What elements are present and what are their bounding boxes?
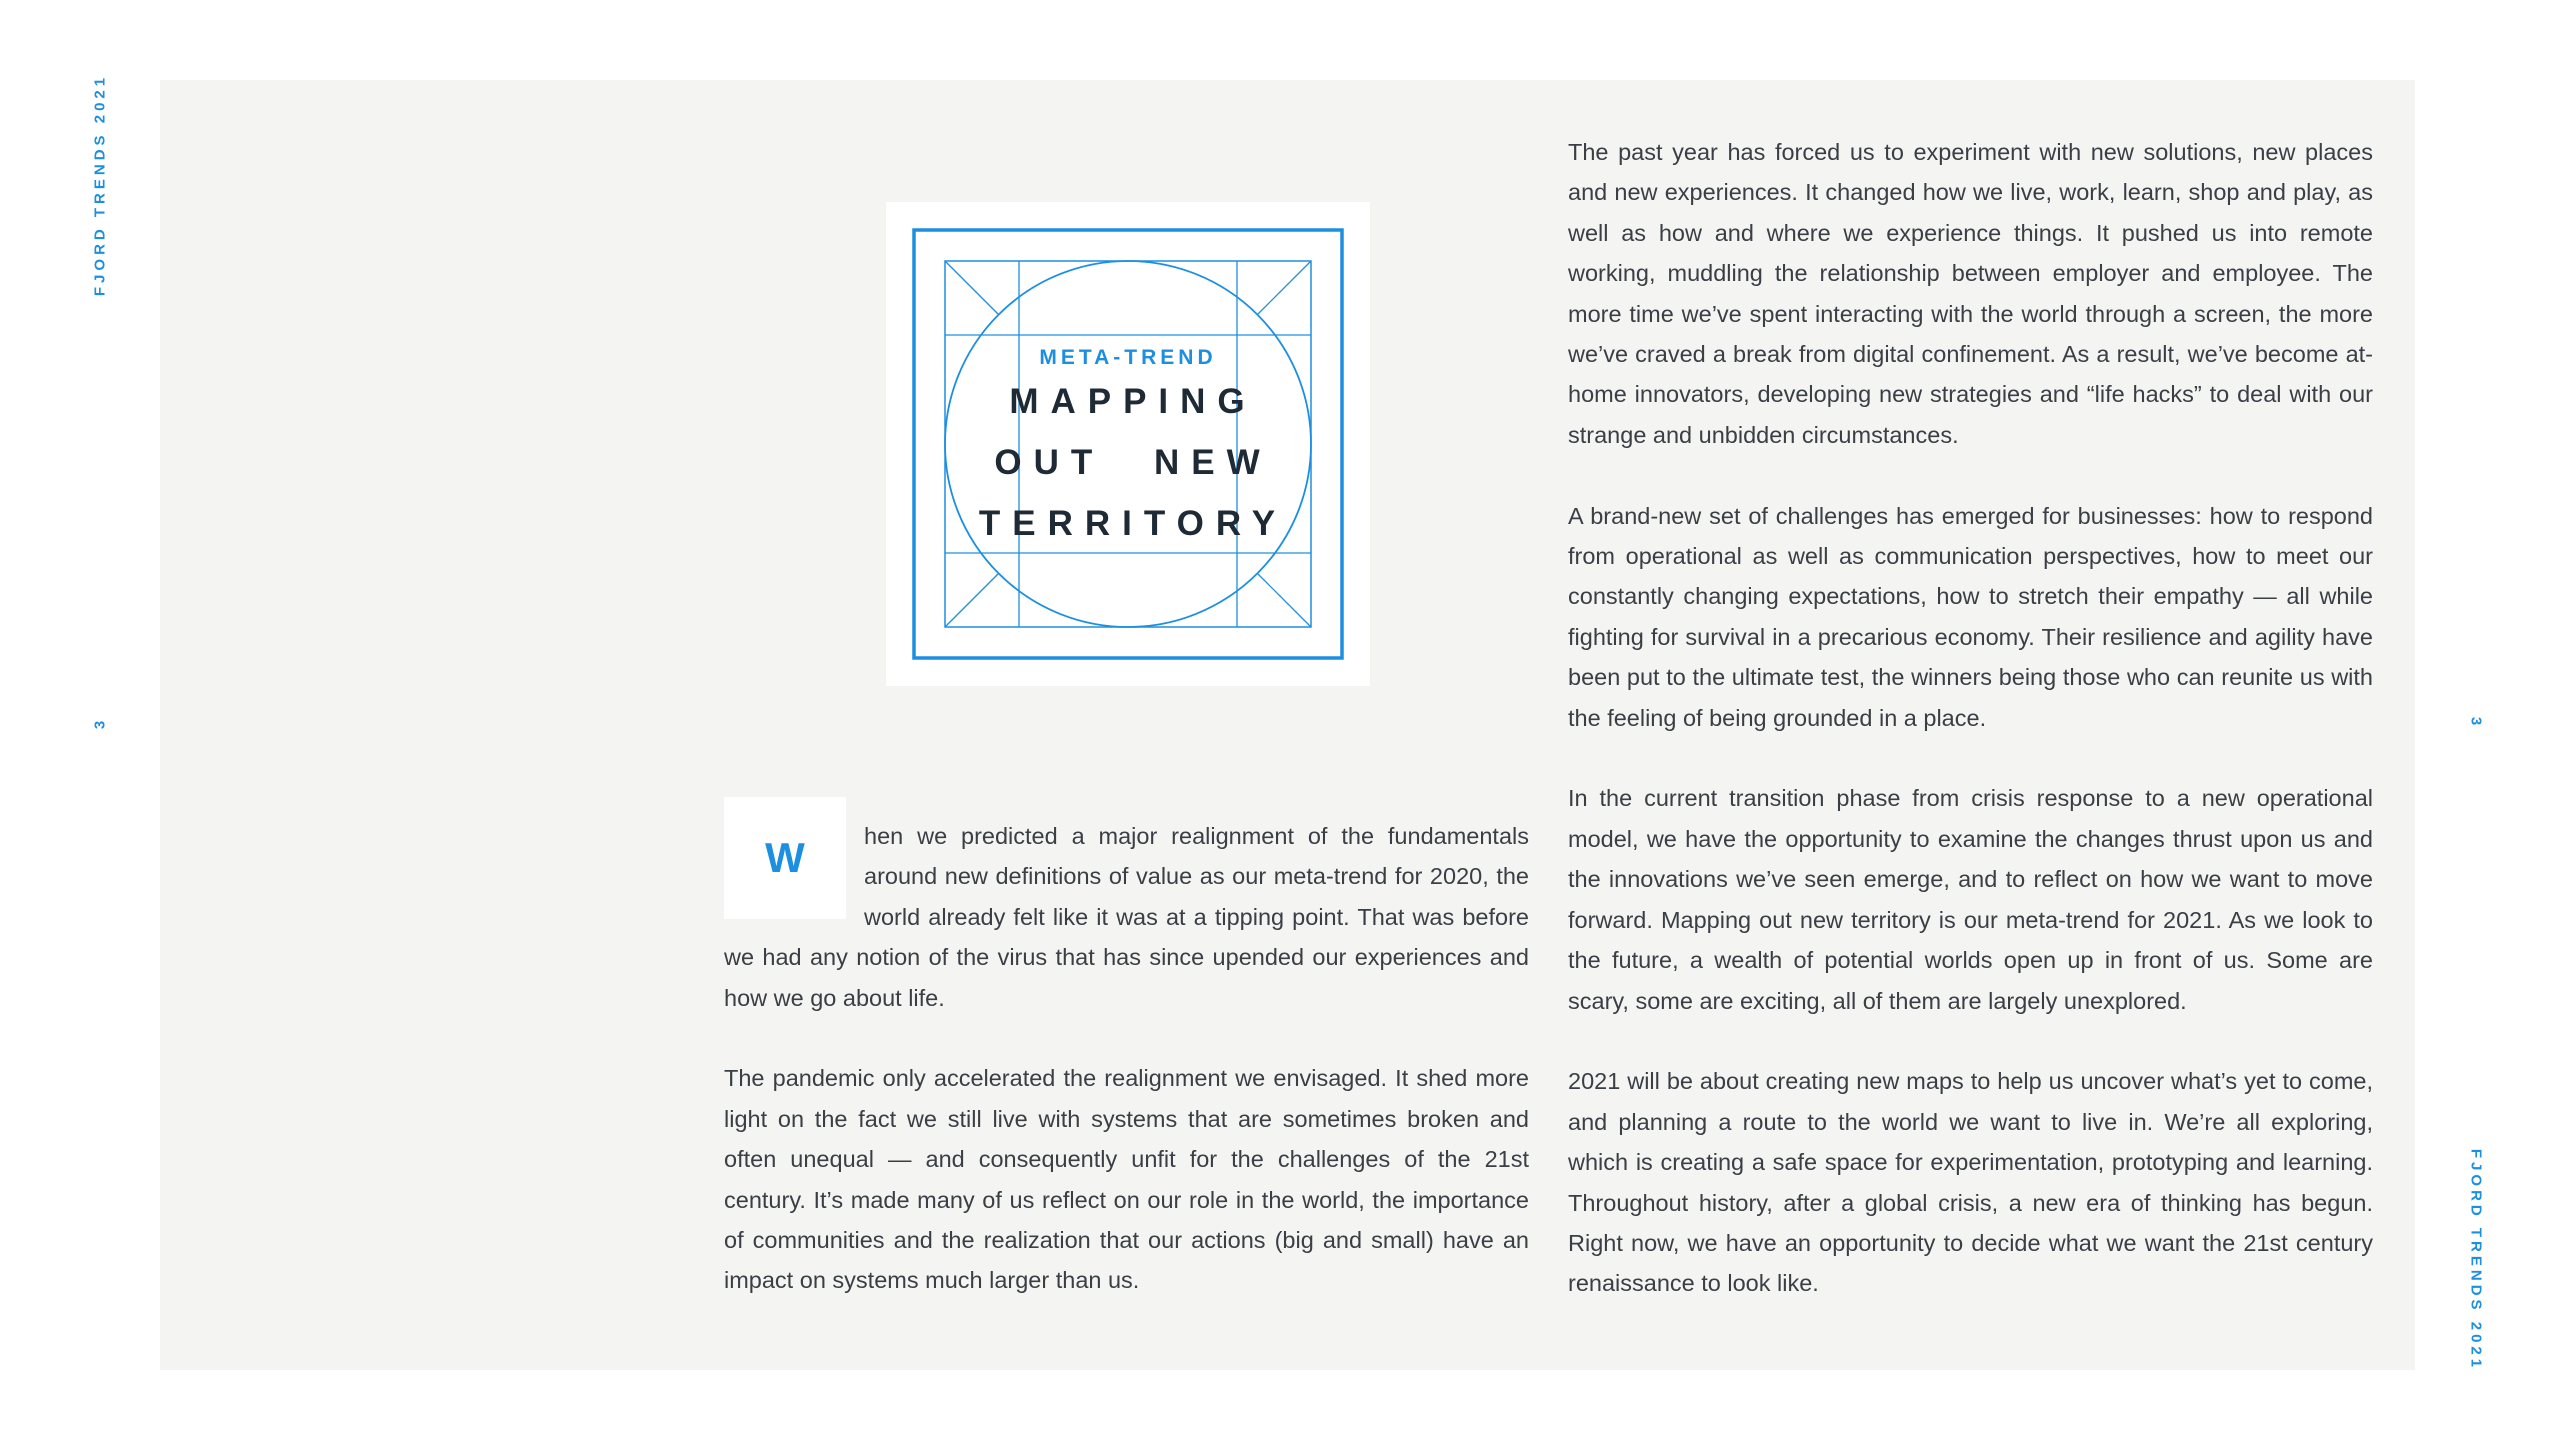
right-text-column <box>1568 132 2373 1344</box>
publication-title-left: FJORD TRENDS 2021 <box>91 73 109 297</box>
emblem-text <box>886 202 1370 686</box>
left-text-column <box>724 816 1529 1341</box>
meta-trend-kicker: META-TREND <box>1039 346 1217 369</box>
publication-title-right: FJORD TRENDS 2021 <box>2467 1148 2485 1372</box>
page-number-right: 3 <box>2467 716 2485 730</box>
body-paragraph: The past year has forced us to experiment with new solutions, new places and new experiences. It changed how we live, work, learn, shop and play, as well as how and where we experience things. It pushed us into remote working, muddling the relationship between employer and employee. The more time we’ve spent interacting with the world through a screen, the more we’ve craved a break from digital confinement. As a result, we’ve become at-home innovators, developing new strategies and “life hacks” to deal with our strange and unbidden circumstances. <box>1568 139 2373 448</box>
emblem-title-line-3: TERRITORY <box>978 504 1288 543</box>
body-paragraph: 2021 will be about creating new maps to help us uncover what’s yet to come, and planning a route to the world we want to live in. We’re all exploring, which is creating a safe space for experimentation, prototyping and learning. Throughout history, after a global crisis, a new era of thinking has begun. Right now, we have an opportunity to decide what we want the 21st century renaissance to look like. <box>1568 1068 2373 1297</box>
body-paragraph: In the current transition phase from crisis response to a new operational model, we have the opportunity to examine the changes thrust upon us and the innovations we’ve seen emerge, and to reflect on how we want to move forward. Mapping out new territory is our meta-trend for 2021. As we look to the future, a wealth of potential worlds open up in front of us. Some are scary, some are exciting, all of them are largely unexplored. <box>1568 785 2373 1014</box>
drop-cap: W <box>724 797 846 919</box>
body-paragraph: A brand-new set of challenges has emerged for businesses: how to respond from operational as well as communication perspectives, how to meet our constantly changing expectations, how to stretch their empathy — all while fighting for survival in a precarious economy. Their resilience and agility have been put to the ultimate test, the winners being those who can reunite us with the feeling of being grounded in a place. <box>1568 502 2373 731</box>
body-paragraph: The pandemic only accelerated the realignment we envisaged. It shed more light on the fact we still live with systems that are sometimes broken and often unequal — and consequently unfit for the challenges of the 21st century. It’s made many of us reflect on our role in the world, the importance of communities and the realization that our actions (big and small) have an impact on systems much larger than us. <box>724 1065 1529 1294</box>
intro-paragraph-text: hen we predicted a major realignment of the fundamentals around new definitions of value as our meta-trend for 2020, the world already felt like it was at a tipping point. That was before we had any notion of the virus that has since upended our experiences and how we go about life. <box>724 823 1529 1011</box>
emblem-title-line-1: MAPPING <box>1009 382 1257 421</box>
page-number-left: 3 <box>91 716 109 730</box>
meta-trend-emblem <box>886 202 1370 686</box>
emblem-title-line-2: OUT NEW <box>994 443 1272 482</box>
intro-paragraph <box>724 816 1529 1018</box>
